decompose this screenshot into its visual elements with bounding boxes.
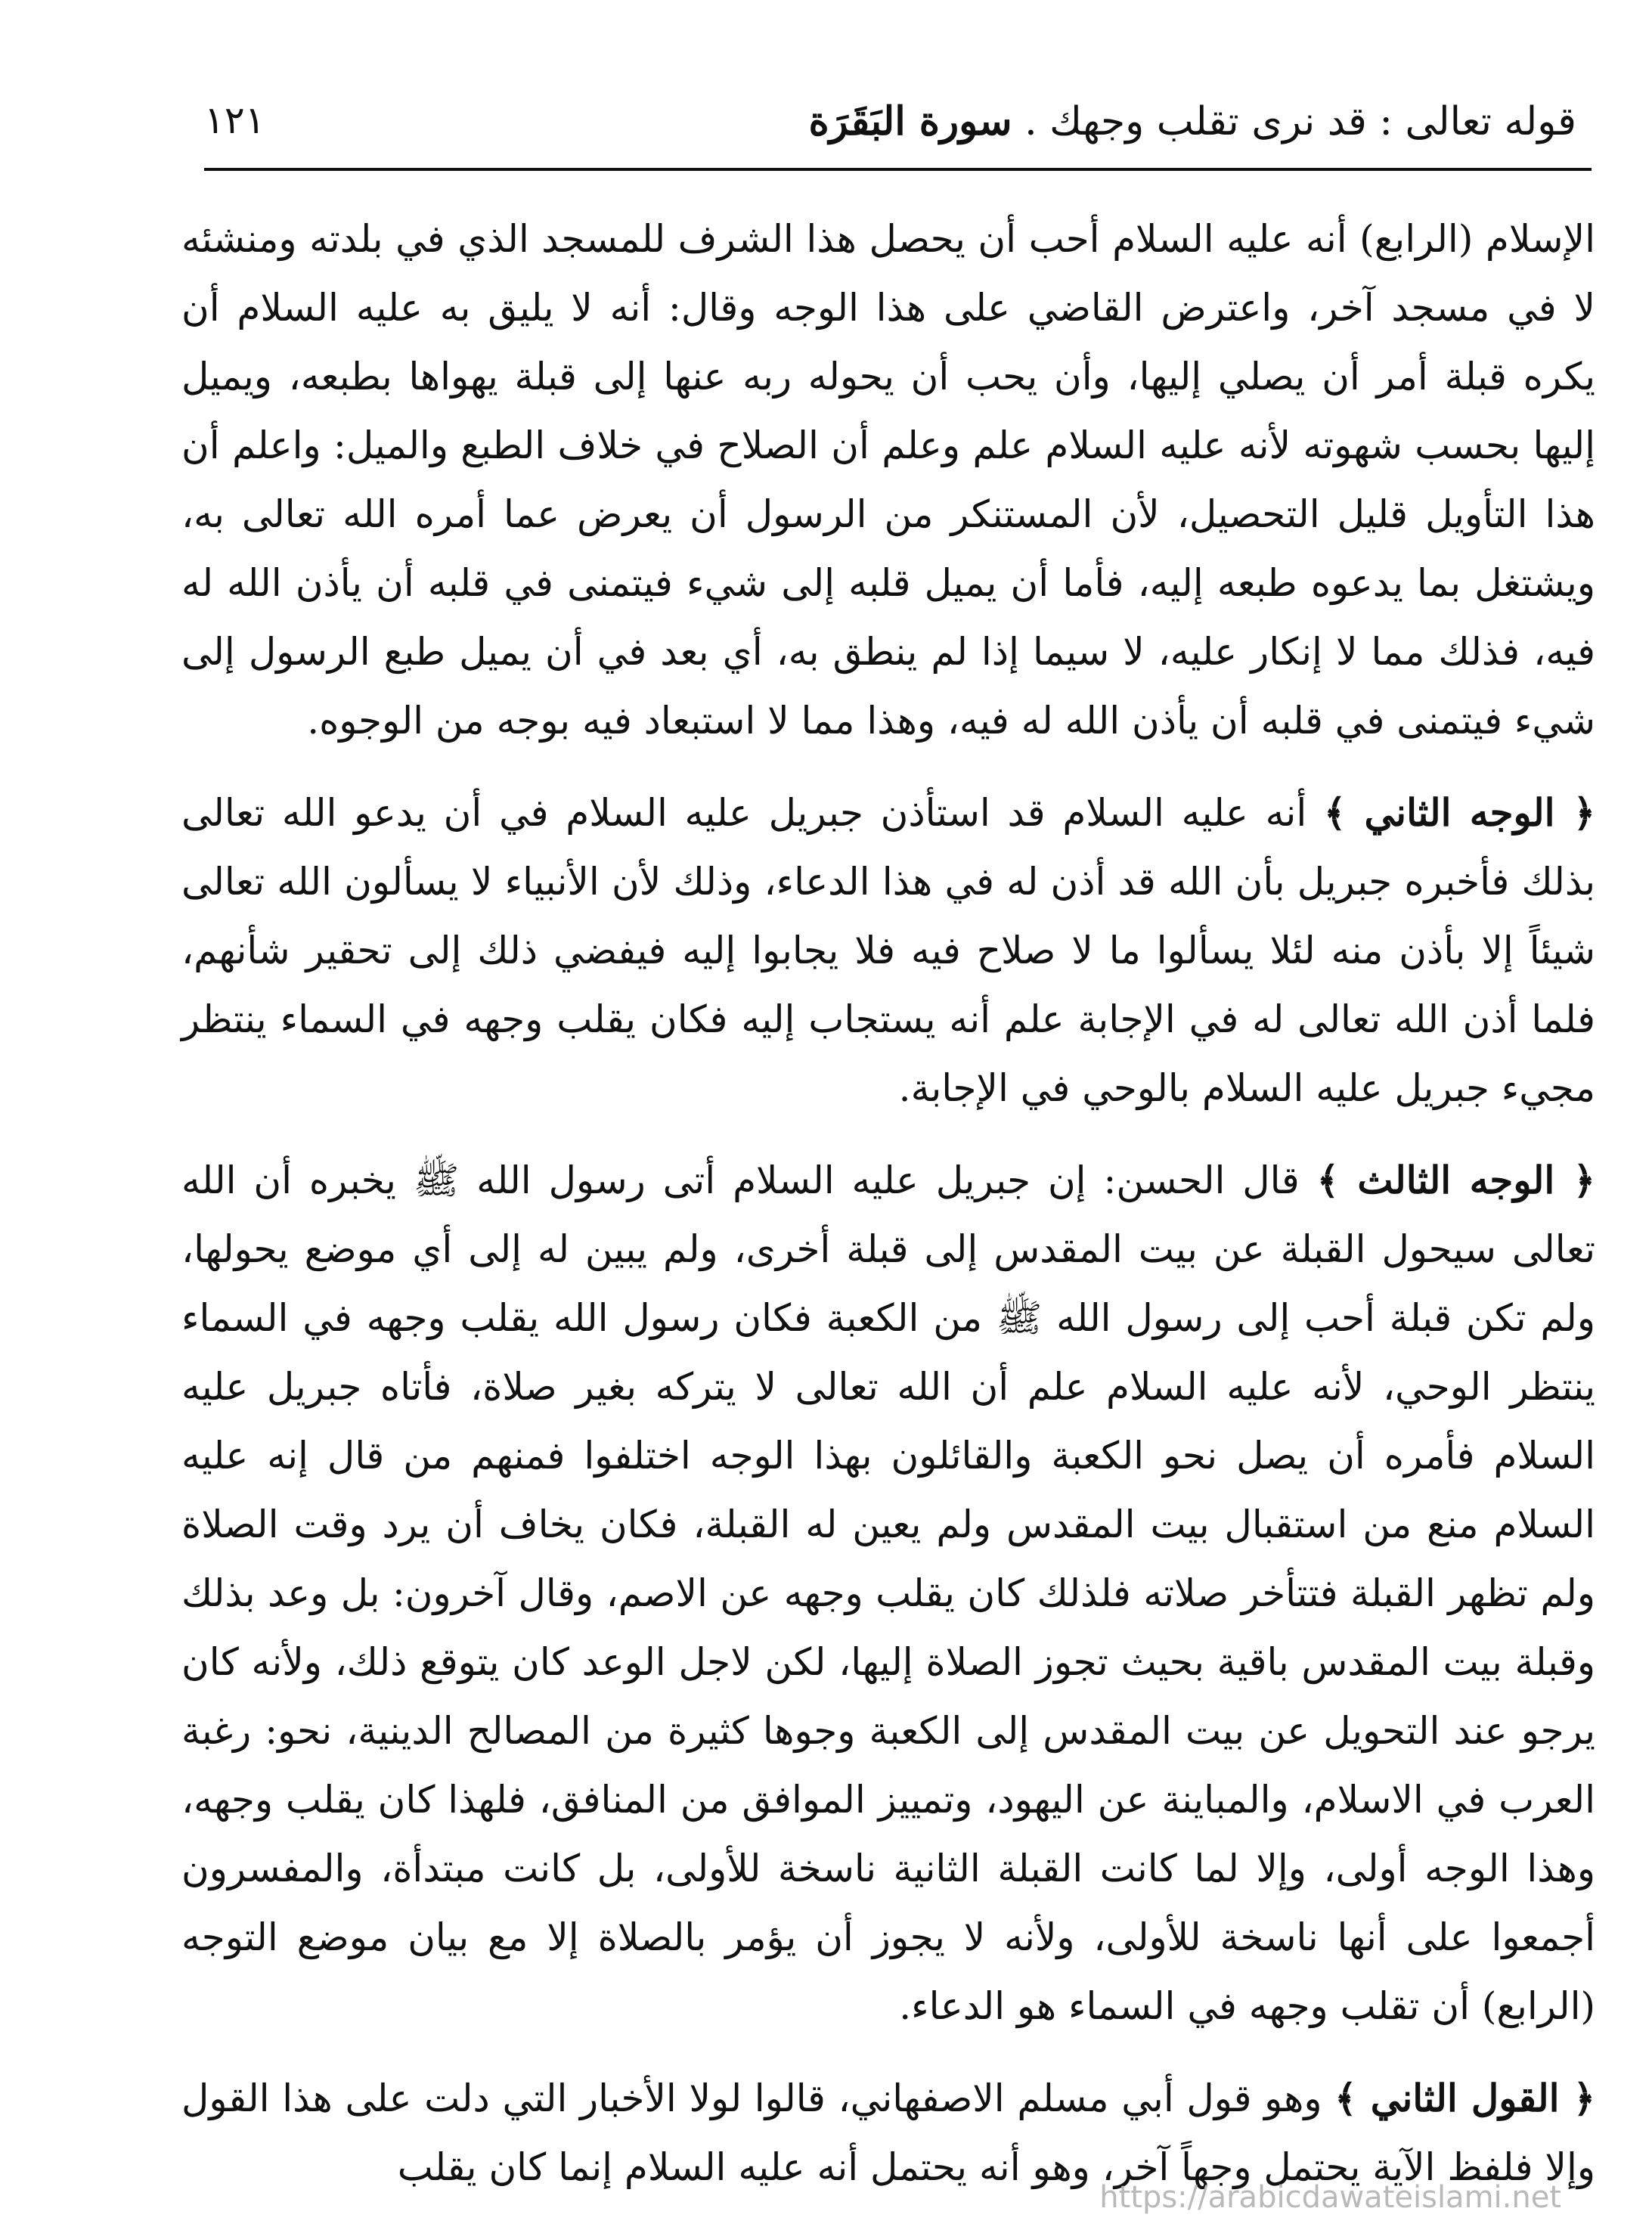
header-divider [204, 168, 1592, 171]
running-title-verse: قوله تعالى : قد نرى تقلب وجهك . [1024, 99, 1576, 144]
body-text [181, 204, 1595, 2225]
page-number: ١٢١ [204, 98, 265, 142]
paragraph-3 [181, 1146, 1595, 2041]
running-title-sura: سورة البَقَرَة [808, 98, 1012, 144]
paragraph-1 [181, 204, 1595, 755]
paragraph-2 [181, 778, 1595, 1123]
paragraph-4-lead: ﴿ القول الثاني ﴾ [1334, 2076, 1595, 2120]
watermark-url: https://arabicdawateislami.net [1099, 2180, 1561, 2215]
paragraph-3-text: قال الحسن: إن جبريل عليه السلام أتى رسول الله ﷺ يخبره أن الله تعالى سيحول القبلة عن بيت المقدس إلى قبلة أخرى، ولم يبين له إلى أي موضع يحولها، ولم تكن قبلة أحب إلى رسول الله ﷺ من الكعبة فكان رسول الله يقلب وجهه في السماء ينتظر الوحي، لأنه عليه السلام علم أن الله تعالى لا يتركه بغير صلاة، فأتاه جبريل عليه السلام فأمره أن يصل نحو الكعبة والقائلون بهذا الوجه اختلفوا فمنهم من قال إنه عليه السلام منع من استقبال بيت المقدس ولم يعين له القبلة، فكان يخاف أن يرد وقت الصلاة ولم تظهر القبلة فتتأخر صلاته فلذلك كان يقلب وجهه عن الاصم، وقال آخرون: بل وعد بذلك وقبلة بيت المقدس باقية بحيث تجوز الصلاة إليها، لكن لاجل الوعد كان يتوقع ذلك، ولأنه كان يرجو عند التحويل عن بيت المقدس إلى الكعبة وجوها كثيرة من المصالح الدينية، نحو: رغبة العرب في الاسلام، والمباينة عن اليهود، وتمييز الموافق من المنافق، فلهذا كان يقلب وجهه، وهذا الوجه أولى، وإلا لما كانت القبلة الثانية ناسخة للأولى، بل كانت مبتدأة، والمفسرون أجمعوا على أنها ناسخة للأولى، ولأنه لا يجوز أن يؤمر بالصلاة إلا مع بيان موضع التوجه (الرابع) أن تقلب وجهه في السماء هو الدعاء. [181, 1158, 1595, 2028]
paragraph-2-text: أنه عليه السلام قد استأذن جبريل عليه السلام في أن يدعو الله تعالى بذلك فأخبره جبريل بأن الله قد أذن له في هذا الدعاء، وذلك لأن الأنبياء لا يسألون الله تعالى شيئاً إلا بأذن منه لئلا يسألوا ما لا صلاح فيه فلا يجابوا إليه فيفضي ذلك إلى تحقير شأنهم، فلما أذن الله تعالى له في الإجابة علم أنه يستجاب إليه فكان يقلب وجهه في السماء ينتظر مجيء جبريل عليه السلام بالوحي في الإجابة. [181, 791, 1595, 1110]
paragraph-4-text: وهو قول أبي مسلم الاصفهاني، قالوا لولا الأخبار التي دلت على هذا القول وإلا فلفظ الآية يحتمل وجهاً آخر، وهو أنه يحتمل أنه عليه السلام إنما كان يقلب [181, 2076, 1595, 2189]
paragraph-3-lead: ﴿ الوجه الثالث ﴾ [1316, 1158, 1596, 1202]
running-title [808, 98, 1576, 144]
paragraph-1-text: الإسلام (الرابع) أنه عليه السلام أحب أن يحصل هذا الشرف للمسجد الذي في بلدته ومنشئه لا في مسجد آخر، واعترض القاضي على هذا الوجه وقال: أنه لا يليق به عليه السلام أن يكره قبلة أمر أن يصلي إليها، وأن يحب أن يحوله ربه عنها إلى قبلة يهواها بطبعه، ويميل إليها بحسب شهوته لأنه عليه السلام علم وعلم أن الصلاح في خلاف الطبع والميل: واعلم أن هذا التأويل قليل التحصيل، لأن المستنكر من الرسول أن يعرض عما أمره الله تعالى به، ويشتغل بما يدعوه طبعه إليه، فأما أن يميل قلبه إلى شيء فيتمنى في قلبه أن يأذن الله له فيه، فذلك مما لا إنكار عليه، لا سيما إذا لم ينطق به، أي بعد في أن يميل طبع الرسول إلى شيء فيتمنى في قلبه أن يأذن الله له فيه، وهذا مما لا استبعاد فيه بوجه من الوجوه. [181, 217, 1595, 743]
paragraph-2-lead: ﴿ الوجه الثاني ﴾ [1323, 790, 1595, 835]
page-header [204, 91, 1584, 166]
